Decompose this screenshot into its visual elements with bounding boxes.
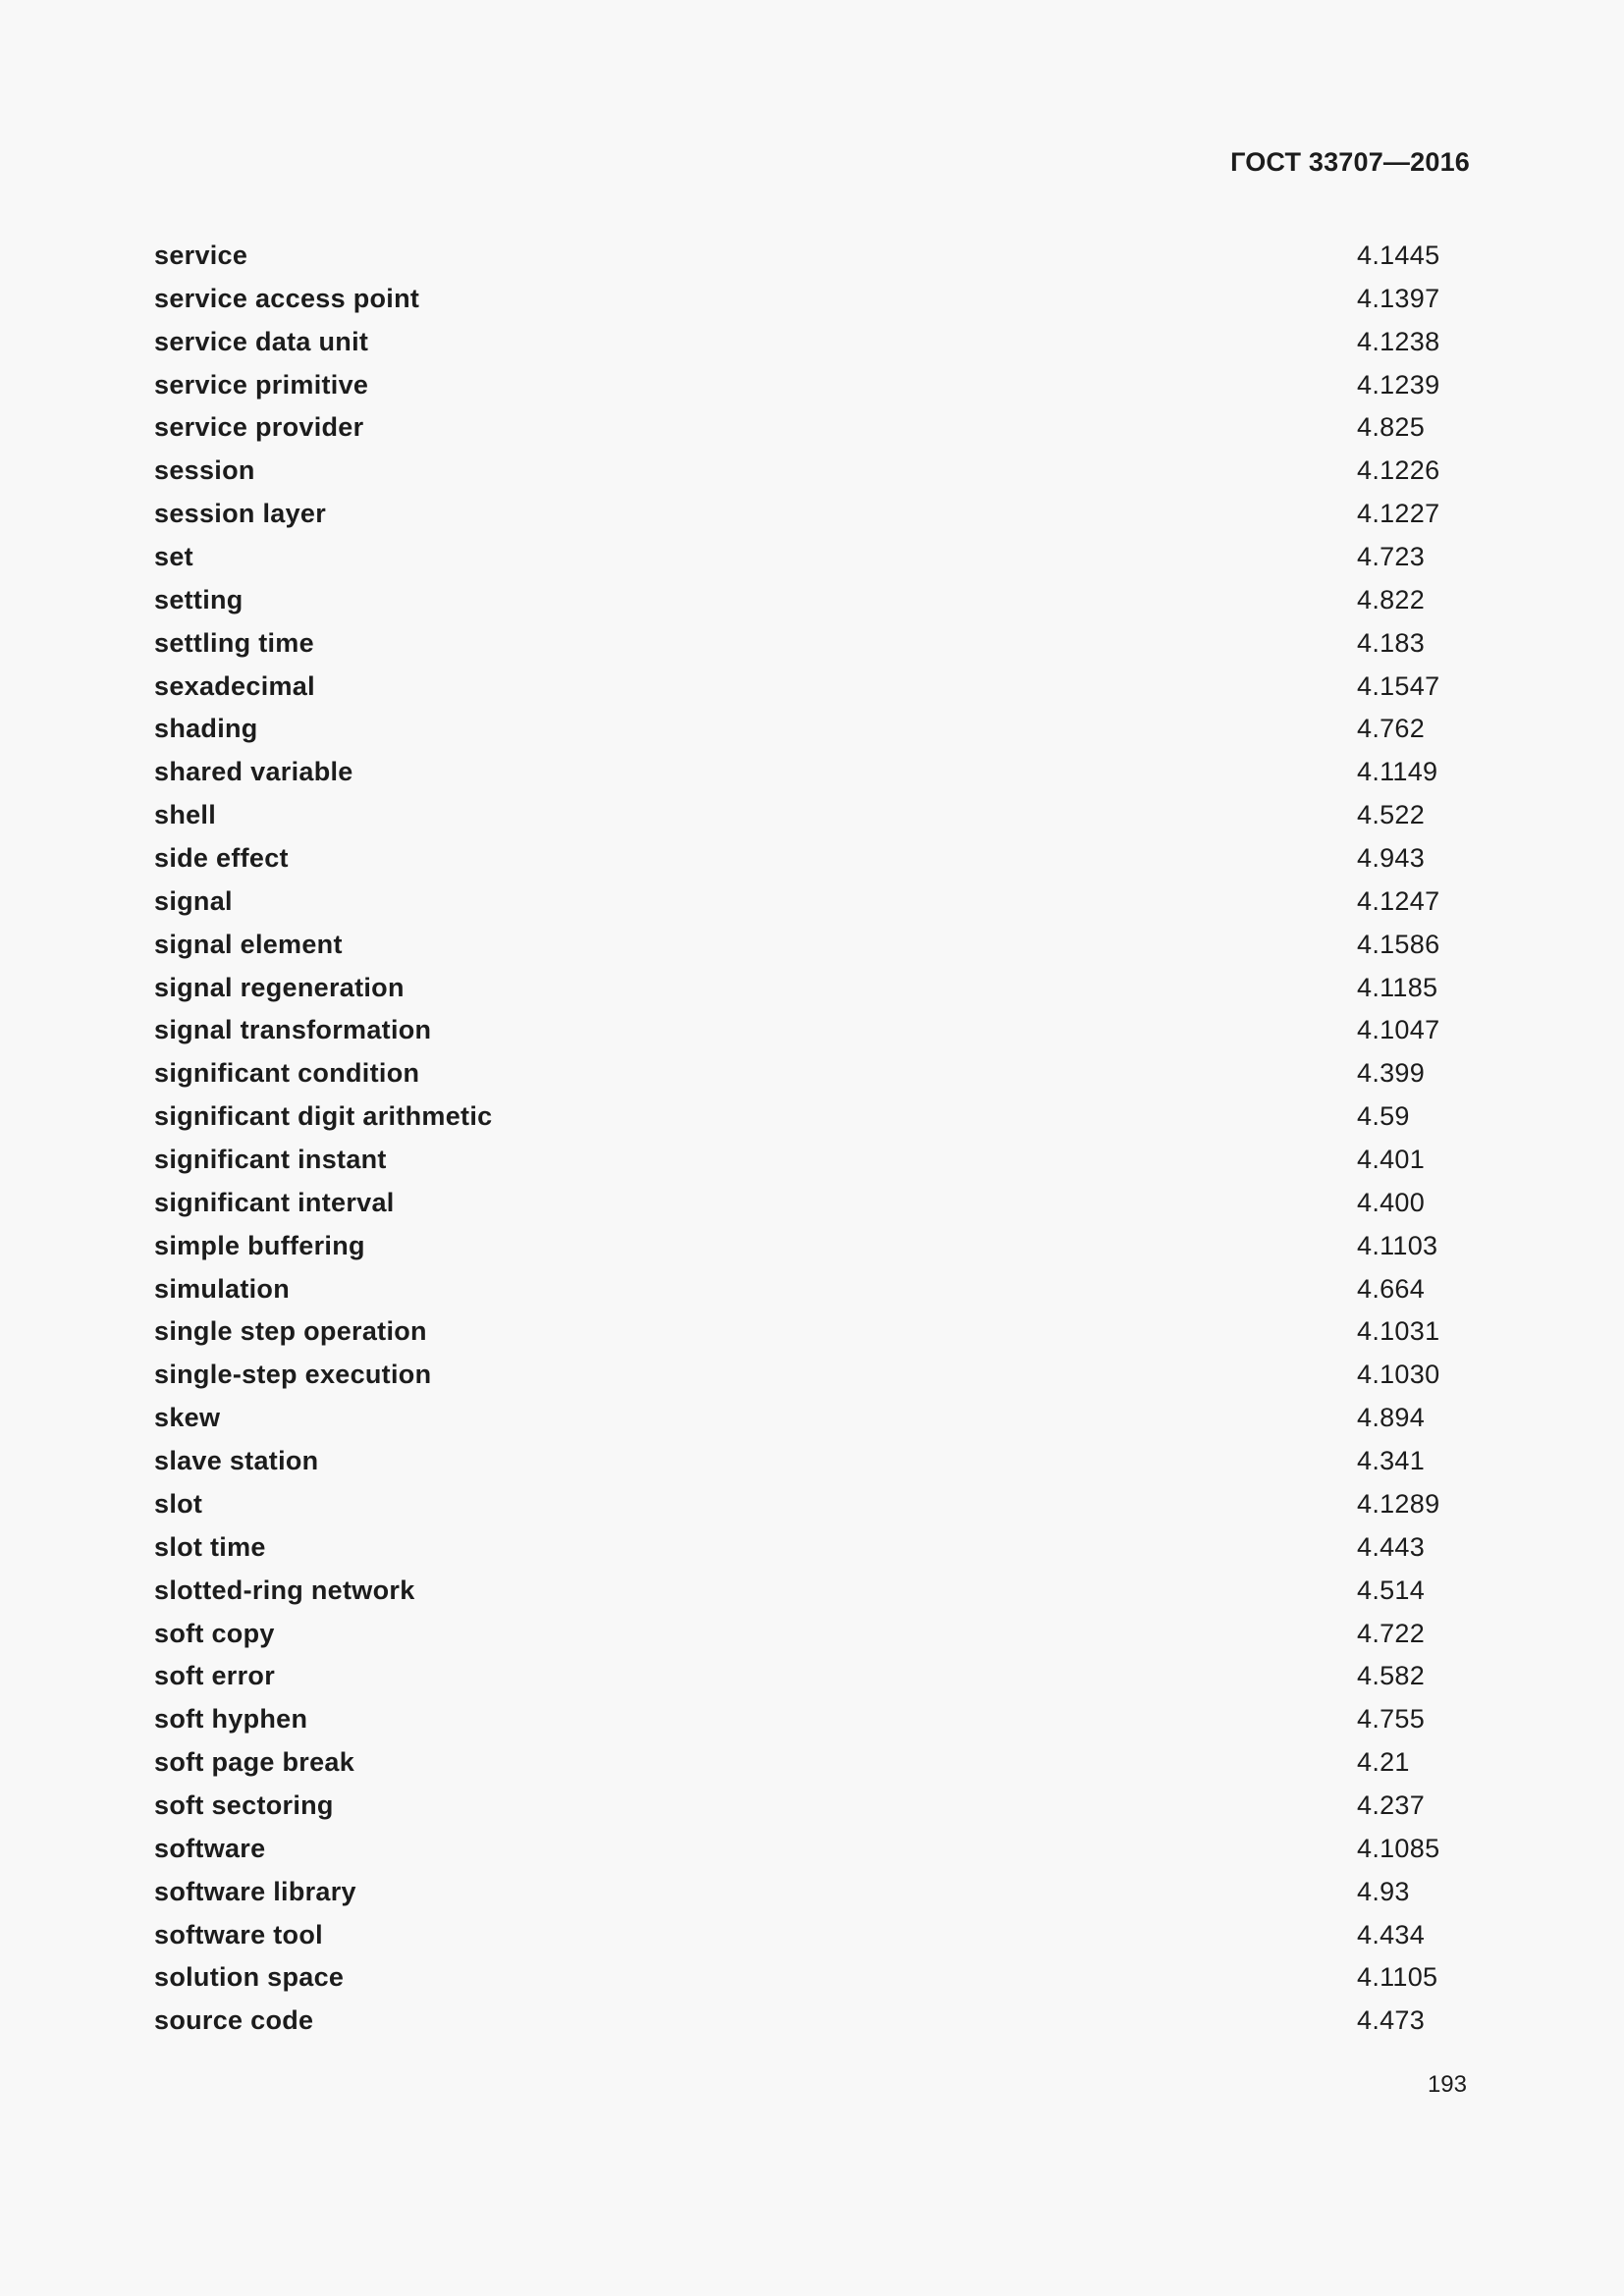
index-term: simple buffering (154, 1230, 365, 1260)
index-term: shared variable (154, 757, 353, 787)
index-entry (154, 1442, 1470, 1485)
index-entry (154, 796, 1470, 839)
index-entry (154, 1097, 1470, 1141)
index-term: service provider (154, 412, 364, 443)
index-ref: 4.1445 (1357, 240, 1440, 270)
index-entry (154, 1700, 1470, 1743)
index-ref: 4.1085 (1357, 1833, 1440, 1863)
index-entry (154, 1485, 1470, 1528)
index-entry (154, 1399, 1470, 1442)
index-ref: 4.237 (1357, 1789, 1426, 1820)
index-term: single-step execution (154, 1360, 432, 1390)
index-ref: 4.183 (1357, 627, 1426, 658)
index-ref: 4.1226 (1357, 455, 1440, 486)
index-entry (154, 1011, 1470, 1054)
index-entry (154, 1141, 1470, 1184)
index-term: software tool (154, 1919, 323, 1949)
index-entry (154, 1830, 1470, 1873)
index-entry (154, 1916, 1470, 1959)
index-term: settling time (154, 627, 314, 658)
page-number: 193 (1427, 2071, 1467, 2098)
index-term: soft sectoring (154, 1789, 334, 1820)
index-ref: 4.1185 (1357, 972, 1438, 1002)
index-entry (154, 753, 1470, 796)
index-ref: 4.59 (1357, 1101, 1410, 1132)
index-ref: 4.943 (1357, 843, 1426, 874)
index-ref: 4.1289 (1357, 1488, 1440, 1519)
index-entry (154, 926, 1470, 969)
index-ref: 4.1247 (1357, 885, 1440, 916)
index-ref: 4.762 (1357, 714, 1426, 744)
index-ref: 4.1105 (1357, 1962, 1438, 1993)
index-ref: 4.514 (1357, 1575, 1426, 1605)
index-ref: 4.434 (1357, 1919, 1426, 1949)
index-term: service primitive (154, 369, 369, 400)
index-ref: 4.1227 (1357, 499, 1440, 529)
index-ref: 4.1103 (1357, 1230, 1438, 1260)
index-term: set (154, 542, 193, 572)
index-entry (154, 969, 1470, 1012)
index-term: slave station (154, 1446, 319, 1476)
index-term: significant digit arithmetic (154, 1101, 493, 1132)
index-ref: 4.21 (1357, 1747, 1410, 1778)
index-term: session layer (154, 499, 327, 529)
standard-id-header: ГОСТ 33707—2016 (1230, 147, 1470, 177)
index-entry (154, 1356, 1470, 1399)
index-term: shading (154, 714, 258, 744)
index-term: slot (154, 1488, 203, 1519)
index-ref: 4.401 (1357, 1145, 1426, 1175)
index-ref: 4.722 (1357, 1618, 1426, 1648)
index-entry (154, 495, 1470, 538)
index-ref: 4.399 (1357, 1058, 1426, 1089)
index-term: simulation (154, 1273, 291, 1304)
index-ref: 4.443 (1357, 1531, 1426, 1562)
index-term: soft error (154, 1661, 276, 1691)
index-entry (154, 710, 1470, 753)
index-entry (154, 1873, 1470, 1916)
index-term: signal (154, 885, 233, 916)
index-entry (154, 1958, 1470, 2002)
index-ref: 4.1031 (1357, 1316, 1440, 1347)
index-entry (154, 1528, 1470, 1572)
index-entry (154, 1227, 1470, 1270)
index-term: source code (154, 2005, 314, 2036)
index-term: signal regeneration (154, 972, 405, 1002)
index-ref: 4.1239 (1357, 369, 1440, 400)
index-term: single step operation (154, 1316, 427, 1347)
index-ref: 4.664 (1357, 1273, 1426, 1304)
index-entry (154, 1184, 1470, 1227)
index-term: solution space (154, 1962, 345, 1993)
index-entry (154, 581, 1470, 624)
index-entry (154, 882, 1470, 926)
index-entry (154, 1743, 1470, 1787)
index-entry (154, 280, 1470, 323)
index-ref: 4.1547 (1357, 670, 1440, 701)
index-ref: 4.582 (1357, 1661, 1426, 1691)
index-entry (154, 1787, 1470, 1830)
index-entry (154, 1312, 1470, 1356)
index-term: slot time (154, 1531, 266, 1562)
index-term: side effect (154, 843, 289, 874)
index-term: signal element (154, 929, 343, 959)
index-term: sexadecimal (154, 670, 315, 701)
index-entry (154, 1270, 1470, 1313)
index-term: skew (154, 1403, 221, 1433)
index-ref: 4.93 (1357, 1876, 1410, 1906)
index-ref: 4.825 (1357, 412, 1426, 443)
index-term: slotted-ring network (154, 1575, 415, 1605)
index-ref: 4.1397 (1357, 283, 1440, 313)
index-ref: 4.400 (1357, 1187, 1426, 1217)
index-entry (154, 366, 1470, 409)
index-ref: 4.1030 (1357, 1360, 1440, 1390)
index-term: shell (154, 800, 217, 830)
index-ref: 4.522 (1357, 800, 1426, 830)
index-entry (154, 323, 1470, 366)
index-term: significant instant (154, 1145, 387, 1175)
index-term: soft page break (154, 1747, 355, 1778)
index-term: setting (154, 584, 244, 614)
index-term: software library (154, 1876, 356, 1906)
index-ref: 4.723 (1357, 542, 1426, 572)
index-term: service access point (154, 283, 420, 313)
index-ref: 4.1238 (1357, 326, 1440, 356)
index-entry (154, 538, 1470, 581)
index-entry (154, 408, 1470, 452)
index-term: signal transformation (154, 1015, 432, 1045)
index-term: soft copy (154, 1618, 275, 1648)
index-ref: 4.473 (1357, 2005, 1426, 2036)
index-entry (154, 1615, 1470, 1658)
index-ref: 4.1586 (1357, 929, 1440, 959)
index-term: significant interval (154, 1187, 395, 1217)
index-ref: 4.822 (1357, 584, 1426, 614)
index-entry (154, 237, 1470, 280)
index-ref: 4.1047 (1357, 1015, 1440, 1045)
index-term: session (154, 455, 255, 486)
index-entry (154, 1572, 1470, 1615)
index-term: soft hyphen (154, 1704, 308, 1735)
index-ref: 4.1149 (1357, 757, 1438, 787)
index-ref: 4.894 (1357, 1403, 1426, 1433)
index-term: software (154, 1833, 266, 1863)
term-index-list (154, 237, 1470, 2045)
index-entry (154, 624, 1470, 667)
index-entry (154, 1054, 1470, 1097)
index-entry (154, 2002, 1470, 2045)
index-term: service (154, 240, 248, 270)
index-ref: 4.341 (1357, 1446, 1426, 1476)
index-entry (154, 667, 1470, 711)
index-entry (154, 839, 1470, 882)
index-term: service data unit (154, 326, 369, 356)
index-entry (154, 452, 1470, 495)
index-entry (154, 1657, 1470, 1700)
index-term: significant condition (154, 1058, 420, 1089)
index-ref: 4.755 (1357, 1704, 1426, 1735)
